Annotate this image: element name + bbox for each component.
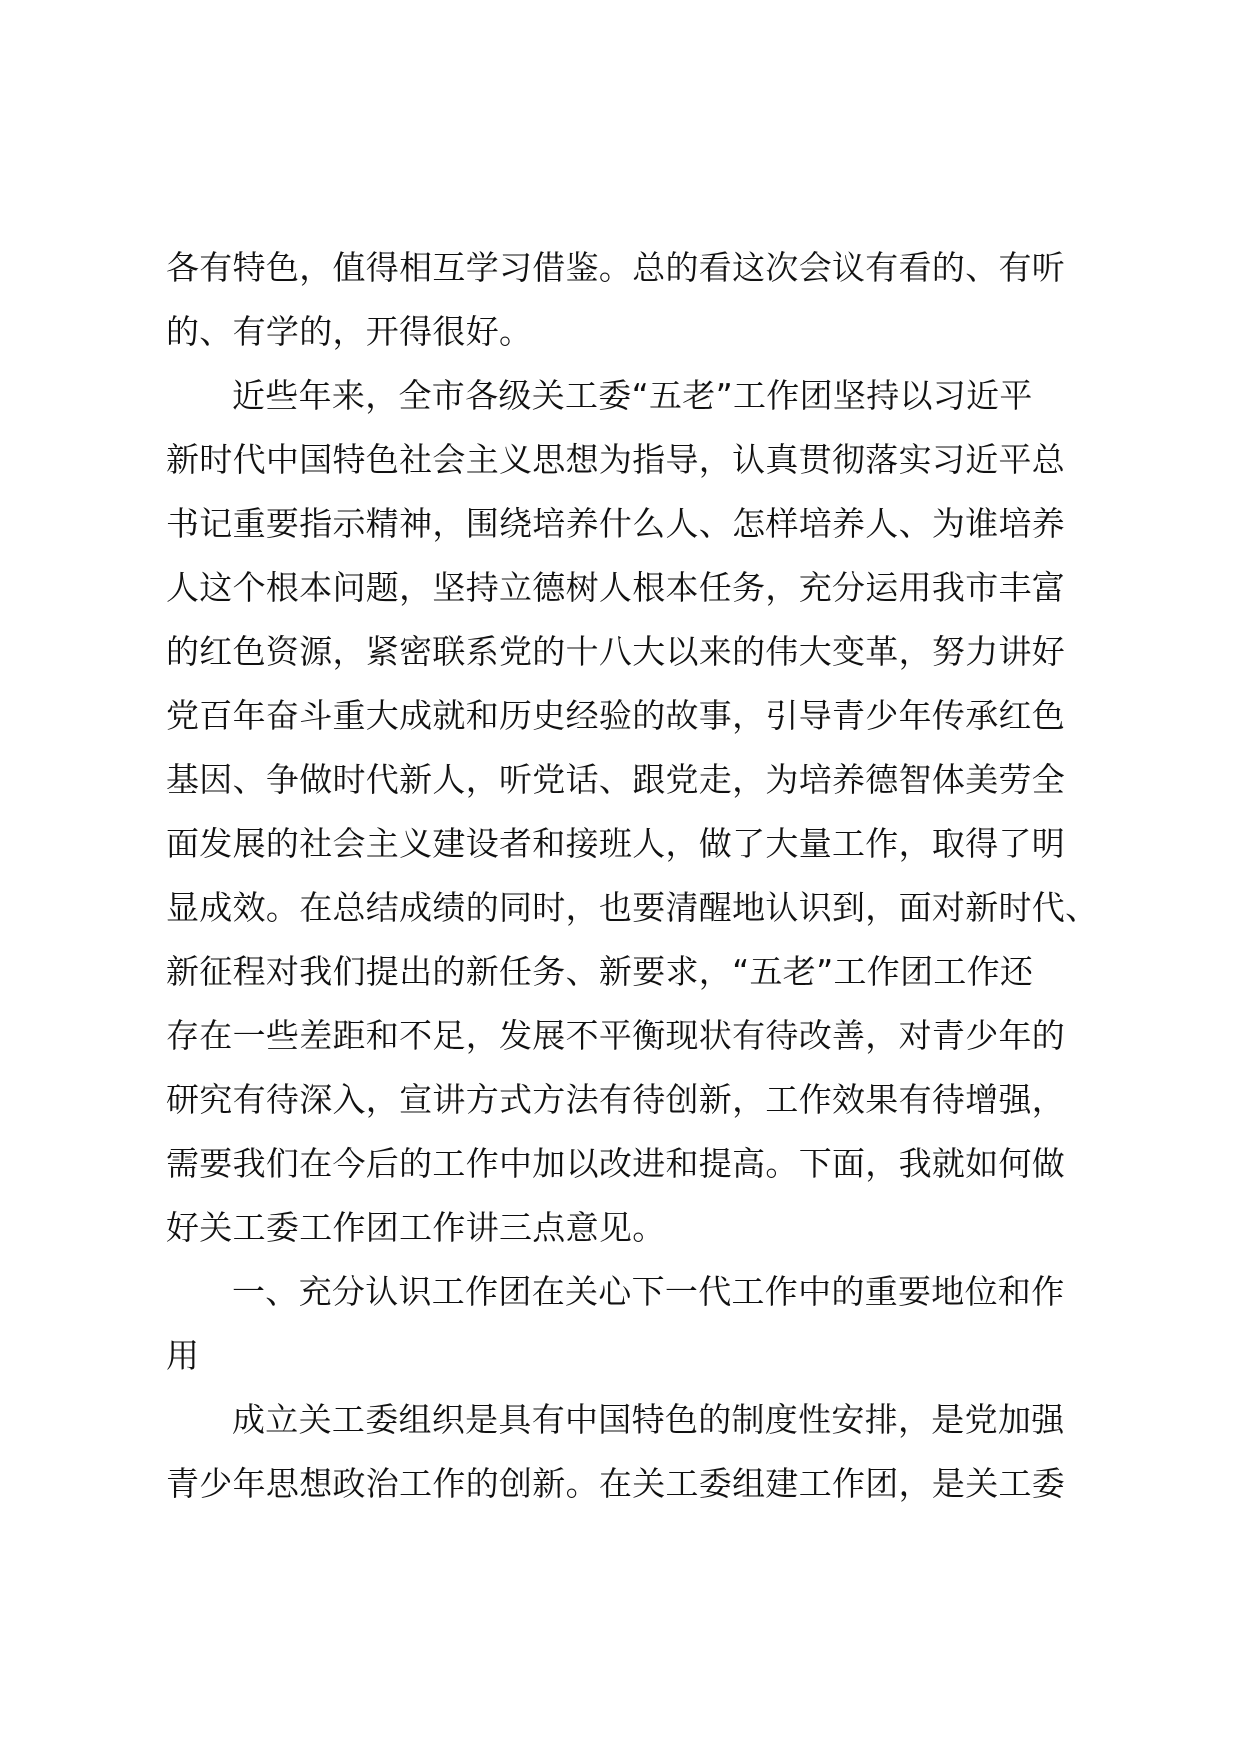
text-line: 党百年奋斗重大成就和历史经验的故事，引导青少年传承红色	[166, 696, 1066, 735]
text-line: 面发展的社会主义建设者和接班人，做了大量工作，取得了明	[166, 824, 1066, 863]
text-line: 基因、争做时代新人，听党话、跟党走，为培养德智体美劳全	[166, 760, 1066, 799]
text-line: 研究有待深入，宣讲方式方法有待创新，工作效果有待增强，	[166, 1080, 1066, 1119]
document-body	[166, 236, 1099, 1516]
paragraph-start-line: 近些年来，全市各级关工委“五老”工作团坚持以习近平	[232, 376, 1033, 415]
text-line: 好关工委工作团工作讲三点意见。	[166, 1208, 666, 1247]
text-line: 青少年思想政治工作的创新。在关工委组建工作团，是关工委	[166, 1464, 1066, 1503]
section-heading-line: 用	[166, 1336, 200, 1375]
text-line: 存在一些差距和不足，发展不平衡现状有待改善，对青少年的	[166, 1016, 1066, 1055]
text-line: 的红色资源，紧密联系党的十八大以来的伟大变革，努力讲好	[166, 632, 1066, 671]
text-line: 各有特色，值得相互学习借鉴。总的看这次会议有看的、有听	[166, 248, 1066, 287]
text-line: 书记重要指示精神，围绕培养什么人、怎样培养人、为谁培养	[166, 504, 1066, 543]
text-line: 人这个根本问题，坚持立德树人根本任务，充分运用我市丰富	[166, 568, 1066, 607]
text-line: 新征程对我们提出的新任务、新要求，“五老”工作团工作还	[166, 952, 1034, 991]
paragraph-start-line: 成立关工委组织是具有中国特色的制度性安排，是党加强	[232, 1400, 1065, 1439]
text-line: 的、有学的，开得很好。	[166, 312, 533, 351]
text-line: 新时代中国特色社会主义思想为指导，认真贯彻落实习近平总	[166, 440, 1066, 479]
section-heading-line: 一、充分认识工作团在关心下一代工作中的重要地位和作	[232, 1272, 1065, 1311]
text-line: 显成效。在总结成绩的同时，也要清醒地认识到，面对新时代、	[166, 888, 1099, 927]
text-line: 需要我们在今后的工作中加以改进和提高。下面，我就如何做	[166, 1144, 1066, 1183]
